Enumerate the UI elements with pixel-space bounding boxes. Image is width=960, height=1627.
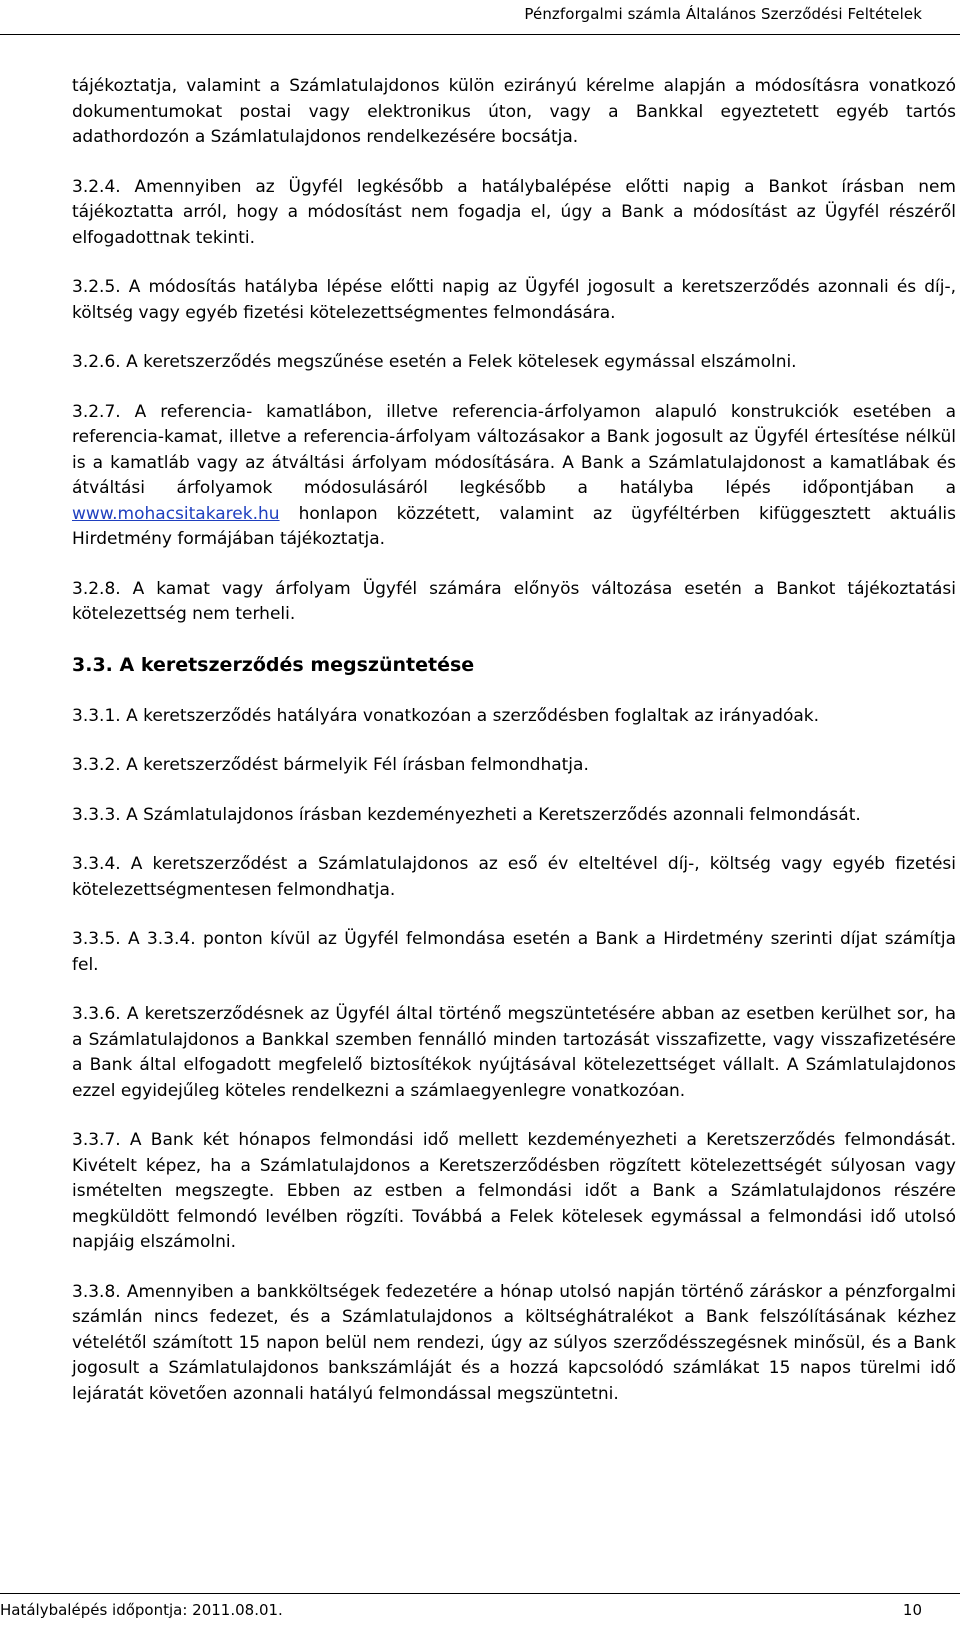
section-text: A keretszerződés megszűnése esetén a Felek kötelesek egymással elszámolni.: [126, 352, 797, 372]
footer-divider: [0, 1593, 960, 1594]
section-3-2-4: [72, 175, 956, 252]
section-3-3-6: [72, 1002, 956, 1104]
section-3-2-6: [72, 350, 956, 376]
section-3-3-1: [72, 704, 956, 730]
section-number: 3.3.7.: [72, 1130, 121, 1150]
section-number: 3.2.8.: [72, 578, 121, 599]
heading-number: 3.3.: [72, 653, 113, 676]
section-text: A Számlatulajdonos írásban kezdeményezheti a Keretszerződés azonnali felmondását.: [126, 804, 861, 825]
heading-title: A keretszerződés megszüntetése: [119, 653, 475, 676]
section-heading-3-3: [72, 652, 956, 678]
intro-paragraph: tájékoztatja, valamint a Számlatulajdonos külön ezirányú kérelme alapján a módosításra vonatkozó dokumentumokat postai vagy elektronikus úton, vagy a Bankkal egyeztetett egyéb tartós adathordozón a Számlatulajdonos rendelkezésére bocsátja.: [72, 76, 956, 147]
header-divider: [0, 34, 960, 35]
document-header-title: Pénzforgalmi számla Általános Szerződési Feltételek: [524, 5, 922, 23]
section-text: A Bank két hónapos felmondási idő mellett kezdeményezheti a Keretszerződés felmondását. Kivételt képez, ha a Számlatulajdonos a Keretszerződésben rögzített kötelezettségét súlyosan vagy ismételten megszegte. Ebben az estben a felmondási időt a Bank a Számlatulajdonos részére megküldött felmondó levélben rögzíti. Továbbá a Felek kötelesek egymással a felmondási idő utolsó napjáig elszámolni.: [72, 1130, 957, 1252]
section-3-3-5: [72, 927, 956, 978]
section-text: Amennyiben a bankköltségek fedezetére a hónap utolsó napján történő záráskor a pénzforgalmi számlán nincs fedezet, és a Számlatulajdonos a költséghátralékot a Bank felszólításának kézhez vételétől számított 15 napon belül nem rendezi, úgy az súlyos szerződésszegésnek minősül, és a Bank jogosult a Számlatulajdonos bankszámláját és a hozzá kapcsolódó számlákat 15 napos türelmi idő lejáratát követően azonnali hatályú felmondással megszüntetni.: [72, 1281, 956, 1404]
section-text: Amennyiben az Ügyfél legkésőbb a hatálybalépése előtti napig a Bankot írásban nem tájékoztatta arról, hogy a módosítást nem fogadja el, úgy a Bank a módosítást az Ügyfél részéről elfogadottnak tekinti.: [72, 176, 956, 248]
section-3-3-2: [72, 753, 956, 779]
section-number: 3.2.5.: [72, 277, 121, 297]
section-number: 3.2.4.: [72, 176, 121, 197]
section-number: 3.3.3.: [72, 804, 121, 825]
section-text: A keretszerződésnek az Ügyfél által történő megszüntetésére abban az esetben kerülhet sor, ha a Számlatulajdonos a Bankkal szemben fennálló minden tartozását visszafizette, vagy visszafizetésére a Bank által elfogadott megfelelő biztosítékok nyújtásával kötelezettséget vállalt. A Számlatulajdonos ezzel egyidejűleg köteles rendelkezni a számlaegyenlegre vonatkozóan.: [72, 1004, 956, 1101]
section-number: 3.3.2.: [72, 755, 121, 775]
section-3-3-8: [72, 1280, 956, 1408]
page-number: 10: [902, 1601, 922, 1619]
document-body: [72, 74, 956, 1431]
section-number: 3.2.6.: [72, 352, 121, 372]
section-3-3-4: [72, 852, 956, 903]
section-3-2-8: [72, 577, 956, 628]
effective-date: Hatálybalépés időpontja: 2011.08.01.: [0, 1601, 283, 1619]
section-text: A keretszerződés hatályára vonatkozóan a szerződésben foglaltak az irányadóak.: [126, 705, 820, 726]
section-number: 3.3.1.: [72, 705, 121, 726]
section-3-2-5: [72, 275, 956, 326]
section-text: A kamat vagy árfolyam Ügyfél számára előnyös változása esetén a Bankot tájékoztatási kötelezettség nem terheli.: [72, 578, 956, 624]
section-number: 3.3.6.: [72, 1004, 121, 1024]
section-number: 3.3.4.: [72, 854, 121, 874]
section-number: 3.3.5.: [72, 929, 121, 949]
section-3-3-3: [72, 803, 956, 829]
section-text-continued: honlapon közzétett, valamint az ügyféltérben kifüggesztett aktuális Hirdetmény formájában tájékoztatja.: [72, 503, 956, 549]
section-text: A referencia- kamatlábon, illetve referencia-árfolyamon alapuló konstrukciók esetében a referencia-kamat, illetve a referencia-árfolyam változásakor a Bank jogosult az Ügyfél értesítése nélkül is a kamatláb vagy az átváltási árfolyam módosítására. A Bank a Számlatulajdonost a kamatlábak és átváltási árfolyamok módosulásáról legkésőbb a hatályba lépés időpontjában a: [72, 401, 957, 498]
section-number: 3.2.7.: [72, 401, 121, 422]
section-3-2-7: [72, 400, 956, 553]
section-3-3-7: [72, 1128, 956, 1256]
section-text: A keretszerződést a Számlatulajdonos az eső év elteltével díj-, költség vagy egyéb fizetési kötelezettségmentesen felmondhatja.: [72, 854, 956, 900]
section-text: A 3.3.4. ponton kívül az Ügyfél felmondása esetén a Bank a Hirdetmény szerinti díjat számítja fel.: [72, 929, 956, 975]
bank-website-link[interactable]: www.mohacsitakarek.hu: [72, 503, 280, 524]
section-text: A módosítás hatályba lépése előtti napig az Ügyfél jogosult a keretszerződés azonnali és díj-, költség vagy egyéb fizetési kötelezettségmentes felmondására.: [72, 277, 956, 323]
section-text: A keretszerződést bármelyik Fél írásban felmondhatja.: [126, 755, 589, 775]
section-number: 3.3.8.: [72, 1281, 121, 1302]
